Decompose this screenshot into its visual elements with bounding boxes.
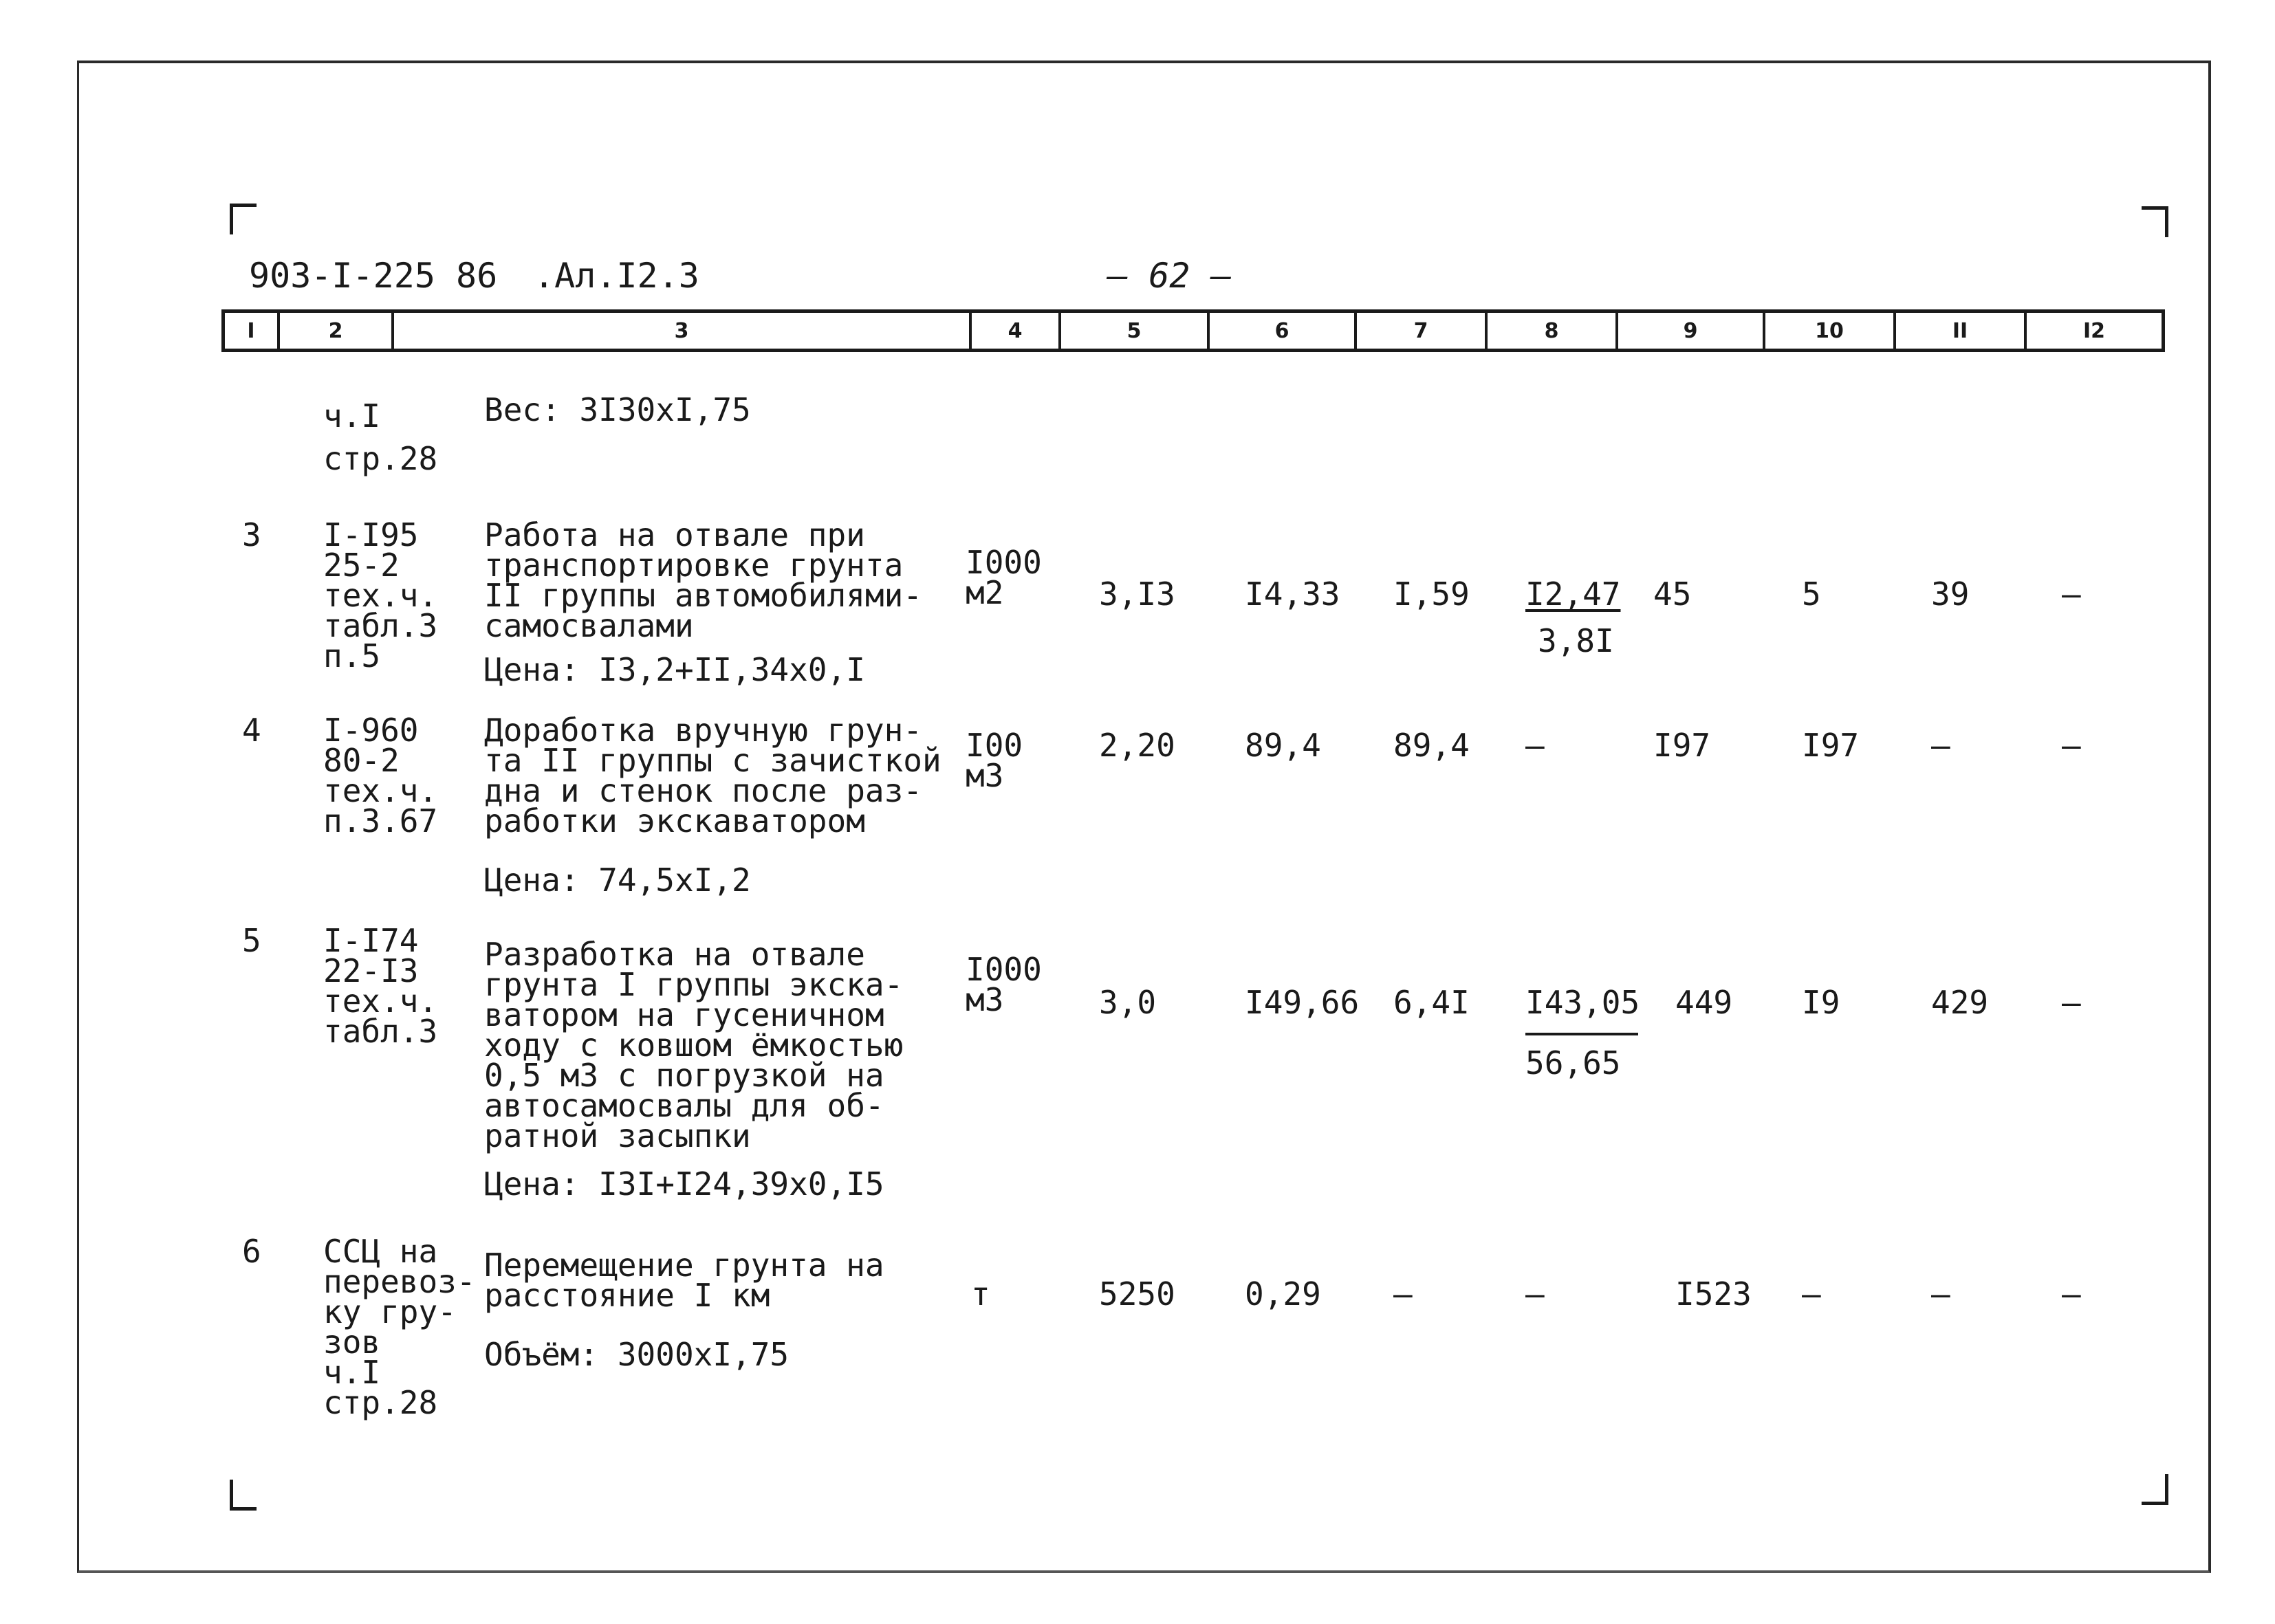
row-description: Перемещение грунта на расстояние I км (484, 1247, 884, 1314)
row-unit: I00 м3 (966, 727, 1023, 794)
column-number: 4 (972, 313, 1061, 349)
row-col8: – (1525, 1275, 1545, 1313)
intro-text: Вес: 3I30xI,75 (484, 391, 751, 428)
row-col9: I97 (1653, 727, 1711, 764)
corner-mark-top-right (2142, 206, 2168, 237)
column-number: II (1896, 313, 2027, 349)
row-col6: I49,66 (1245, 984, 1360, 1021)
row-col12: – (2062, 575, 2081, 613)
row-quantity: 3,0 (1099, 984, 1157, 1021)
row-col9: 45 (1653, 575, 1692, 613)
corner-mark-bottom-right (2142, 1474, 2168, 1505)
row-code: ССЦ на перевоз- ку гру- зов ч.I стр.28 (323, 1233, 476, 1421)
row-number: 3 (242, 516, 261, 553)
column-number: 3 (394, 313, 972, 349)
row-col9: 449 (1675, 984, 1733, 1021)
document-code: 903-I-225 86 (249, 256, 498, 296)
row-col9: I523 (1675, 1275, 1752, 1313)
column-number: I (225, 313, 280, 349)
row-col7: I,59 (1393, 575, 1470, 613)
row-col12: – (2062, 984, 2081, 1021)
row-formula: Цена: 74,5xI,2 (484, 862, 751, 899)
row-col10: I97 (1802, 727, 1860, 764)
row-code: I-I95 25-2 тех.ч. табл.3 п.5 (323, 516, 438, 674)
column-number: 7 (1357, 313, 1488, 349)
row-unit: т (971, 1275, 990, 1313)
row-code: I-960 80-2 тех.ч. п.3.67 (323, 712, 438, 840)
corner-mark-bottom-left (230, 1480, 257, 1511)
column-number: 9 (1618, 313, 1765, 349)
row-col6: 89,4 (1245, 727, 1321, 764)
row-col8-top: I2,47 (1525, 575, 1621, 613)
row-unit: I000 м2 (966, 544, 1042, 611)
row-number: 5 (242, 922, 261, 959)
column-number: 10 (1765, 313, 1896, 349)
row-col7: 89,4 (1393, 727, 1470, 764)
column-number: 8 (1488, 313, 1618, 349)
row-formula: Объём: 3000xI,75 (484, 1336, 790, 1373)
row-col12: – (2062, 1275, 2081, 1313)
row-formula: Цена: I3I+I24,39x0,I5 (484, 1165, 884, 1203)
row-description: Доработка вручную грун- та II группы с зачисткой дна и стенок после раз- работки экскаватором (484, 712, 941, 840)
row-col7: 6,4I (1393, 984, 1470, 1021)
page-number: — 62 — (1107, 256, 1232, 296)
row-col6: 0,29 (1245, 1275, 1321, 1313)
row-col10: 5 (1802, 575, 1821, 613)
column-number-bar (221, 309, 2165, 352)
fraction-line (1525, 1033, 1638, 1035)
row-col11: – (1931, 727, 1950, 764)
intro-source: ч.I стр.28 (323, 397, 438, 477)
row-description: Разработка на отвале грунта I группы экска- ватором на гусеничном ходу с ковшом ёмкостью 0,5 м3 с погрузкой на автосамосвалы для об- ратной засыпки (484, 936, 904, 1154)
sheet-reference: .Ал.I2.3 (534, 256, 699, 296)
row-col11: 429 (1931, 984, 1989, 1021)
row-number: 6 (242, 1233, 261, 1270)
row-description: Работа на отвале при транспортировке грунта II группы автомобилями- самосвалами (484, 516, 922, 644)
row-col12: – (2062, 727, 2081, 764)
column-number: 5 (1061, 313, 1210, 349)
row-col11: – (1931, 1275, 1950, 1313)
column-number: 6 (1210, 313, 1357, 349)
row-col6: I4,33 (1245, 575, 1340, 613)
row-col8: – (1525, 727, 1545, 764)
column-number: 2 (280, 313, 394, 349)
row-quantity: 3,I3 (1099, 575, 1175, 613)
column-number: I2 (2082, 318, 2106, 343)
row-col10: – (1802, 1275, 1821, 1313)
row-col10: I9 (1802, 984, 1840, 1021)
row-quantity: 5250 (1099, 1275, 1175, 1313)
row-formula: Цена: I3,2+II,34x0,I (484, 651, 865, 688)
row-col8-top: I43,05 (1525, 984, 1640, 1021)
row-col11: 39 (1931, 575, 1970, 613)
row-quantity: 2,20 (1099, 727, 1175, 764)
row-col8-bottom: 3,8I (1538, 622, 1614, 659)
row-number: 4 (242, 712, 261, 749)
row-col8-bottom: 56,65 (1525, 1044, 1621, 1082)
corner-mark-top-left (230, 204, 257, 234)
row-col7: – (1393, 1275, 1413, 1313)
row-code: I-I74 22-I3 тех.ч. табл.3 (323, 922, 438, 1050)
row-unit: I000 м3 (966, 951, 1042, 1018)
